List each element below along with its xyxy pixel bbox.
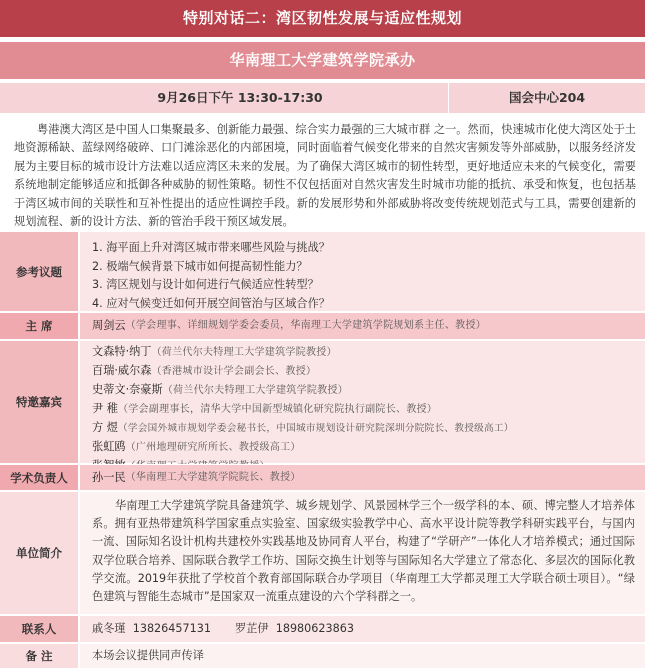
remark-label: 备 注 bbox=[0, 644, 78, 668]
session-time: 9月26日下午 13:30-17:30 bbox=[157, 90, 323, 105]
academic-desc: （华南理工大学建筑学院院长、教授） bbox=[125, 471, 301, 483]
chair-row bbox=[0, 312, 645, 339]
chair-name: 周剑云 bbox=[92, 319, 126, 333]
topics-list bbox=[80, 232, 645, 311]
topics-label: 参考议题 bbox=[0, 232, 78, 311]
guest-desc: （香港城市设计学会副会长、教授） bbox=[151, 366, 317, 377]
session-title: 特别对话二：湾区韧性发展与适应性规划 bbox=[0, 0, 645, 37]
guest-desc: （荷兰代尔夫特理工大学建筑学院教授） bbox=[162, 385, 349, 396]
guest-name: 方 煜 bbox=[92, 421, 118, 434]
guests-list bbox=[80, 341, 645, 463]
session-venue: 国会中心204 bbox=[508, 90, 586, 105]
topic-item: 1. 海平面上升对湾区城市带来哪些风险与挑战？ bbox=[92, 241, 330, 254]
guest-name: 百瑞·威尔森 bbox=[92, 364, 152, 377]
guest-desc: （荷兰代尔夫特理工大学建筑学院教授） bbox=[151, 347, 337, 358]
guest-entry bbox=[80, 419, 645, 438]
contact-phone: 18980623863 bbox=[275, 622, 354, 636]
topics-row bbox=[0, 231, 645, 311]
academic-name: 孙一民 bbox=[92, 470, 126, 484]
contact-label: 联系人 bbox=[0, 616, 78, 642]
academic-label: 学术负责人 bbox=[0, 465, 78, 490]
topic-item: 3. 湾区规划与设计如何进行气候适应性转型？ bbox=[92, 278, 319, 291]
guest-name: 史蒂文·奈豪斯 bbox=[92, 383, 163, 396]
unit-label: 单位简介 bbox=[0, 492, 78, 614]
guest-desc: （广州地理研究所所长、教授级高工） bbox=[125, 442, 301, 453]
guest-desc: （学会副理事长，清华大学中国新型城镇化研究院执行副院长、教授） bbox=[117, 404, 438, 415]
guest-entry bbox=[80, 343, 645, 362]
intro-paragraph: 粤港澳大湾区是中国人口集聚最多、创新能力最强、综合实力最强的三大城市群 之一。然而，快速城市化使大湾区处于土地资源稀缺、蓝绿网络破碎、口门滩涂恶化的内部困境，同时面临着气候变化带来的自然灾害频发等外部威胁，以服务经济发展为主要目标的城市设计方法难以适应湾区未来的发展。为了确保大湾区城市的韧性转型，更好地适应未来的气候变化，需要系统地制定能够适应和抵御各种威胁的韧性策略。韧性不仅包括面对自然灾害发生时城市功能的抵抗、承受和恢复，也包括基于湾区城市间的关联性和互补性提出的适应性调控手段。新的发展形势和外部威胁将改变传统规划范式与工具，需要创建新的规划流程、新的设计方法、新的管治手段干预区域发展。 bbox=[14, 123, 636, 229]
unit-description: 华南理工大学建筑学院具备建筑学、城乡规划学、风景园林学三个一级学科的本、硕、博完整人才培养体系。拥有亚热带建筑科学国家重点实验室、国家级实验教学中心、高水平设计院等教学科研实践平台，与国内一流、国际知名设计机构共建校外实践基地及协同育人平台，构建了“学研产”一体化人才培养模式；通过国际双学位联合培养、国际联合教学工作坊、国际交换生计划等与国际知名大学建立了常态化、多层次的国际化教学交流。2019年获批了学校首个教育部国际联合办学项目（华南理工大学都灵理工大学联合硕士项目）。“绿色建筑与智能生态城市”是国家双一流重点建设的六个学科群之一。 bbox=[80, 492, 645, 614]
topic-item: 4. 应对气候变迁如何开展空间管治与区域合作？ bbox=[92, 296, 330, 310]
chair-label: 主 席 bbox=[0, 313, 78, 339]
remark-row bbox=[0, 643, 645, 668]
topic-item: 2. 极端气候背景下城市如何提高韧性能力？ bbox=[92, 259, 308, 273]
guests-row bbox=[0, 340, 645, 463]
contact-phone: 13826457131 bbox=[132, 622, 211, 636]
contact-entries bbox=[80, 616, 645, 642]
guests-label: 特邀嘉宾 bbox=[0, 341, 78, 463]
guest-desc: （学会国外城市规划学委会秘书长，中国城市规划设计研究院深圳分院院长、教授级高工） bbox=[117, 423, 514, 434]
guest-entry bbox=[80, 381, 645, 400]
contact-name: 戚冬瑾 bbox=[92, 622, 126, 636]
contact-name: 罗芷伊 bbox=[235, 622, 269, 636]
guest-name: 尹 稚 bbox=[92, 402, 118, 415]
guest-name: 文森特·纳丁 bbox=[92, 345, 152, 358]
remark-text: 本场会议提供同声传译 bbox=[92, 649, 204, 663]
unit-row bbox=[0, 491, 645, 614]
guest-entry bbox=[80, 362, 645, 381]
organizer-banner: 华南理工大学建筑学院承办 bbox=[0, 42, 645, 79]
guest-name: 张虹鸥 bbox=[92, 440, 126, 453]
time-venue-row bbox=[0, 83, 645, 113]
academic-entry bbox=[80, 465, 645, 490]
guest-entry bbox=[80, 400, 645, 419]
chair-entry bbox=[80, 313, 645, 339]
academic-row bbox=[0, 464, 645, 490]
chair-desc: （学会理事、详细规划学委会委员，华南理工大学建筑学院规划系主任、教授） bbox=[125, 320, 487, 332]
guest-entry bbox=[80, 438, 645, 457]
contact-row bbox=[0, 615, 645, 642]
